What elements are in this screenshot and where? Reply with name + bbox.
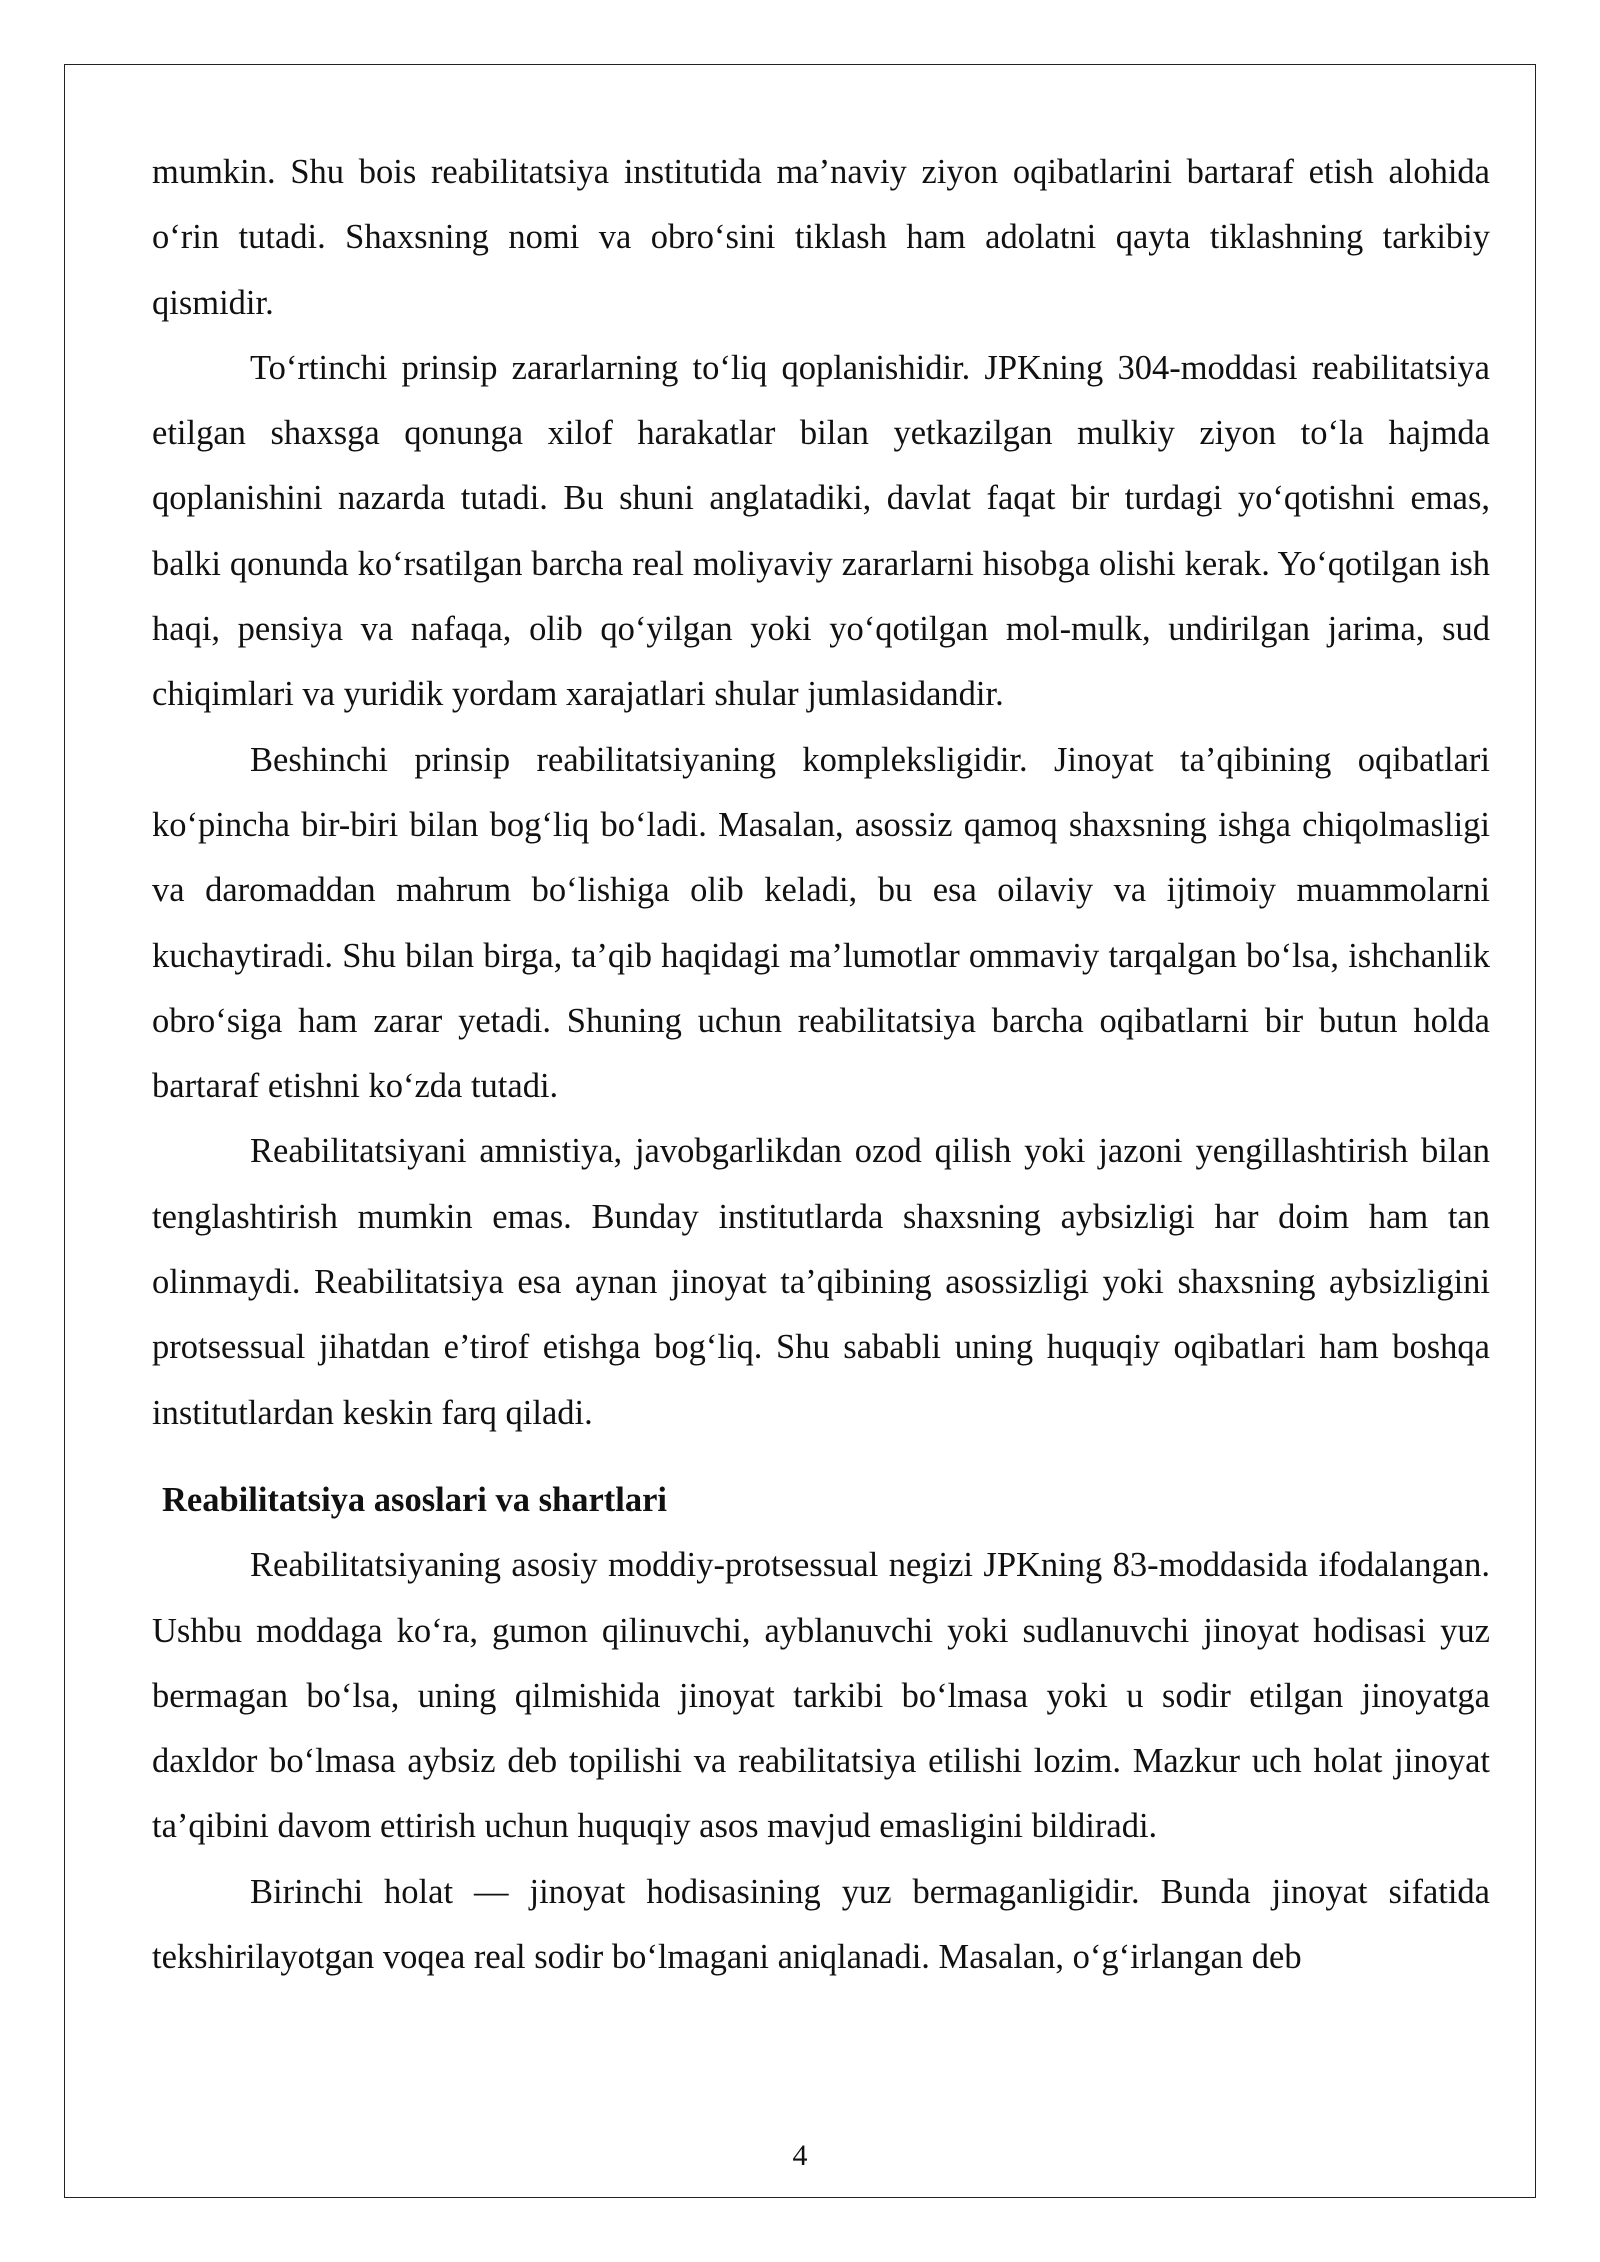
paragraph-fourth-principle: To‘rtinchi prinsip zararlarning to‘liq qoplanishidir. JPKning 304-moddasi reabilitatsiya etilgan shaxsga qonunga xilof harakatlar bilan yetkazilgan mulkiy ziyon to‘la hajmda qoplanishini nazarda tutadi. Bu shuni anglatadiki, davlat faqat bir turdagi yo‘qotishni emas, balki qonunda ko‘rsatilgan barcha real moliyaviy zararlarni hisobga olishi kerak. Yo‘qotilgan ish haqi, pensiya va nafaqa, olib qo‘yilgan yoki yo‘qotilgan mol-mulk, undirilgan jarima, sud chiqimlari va yuridik yordam xarajatlari shular jumlasidandir. [152, 348, 1490, 714]
paragraph-amnesty-comparison: Reabilitatsiyani amnistiya, javobgarlikdan ozod qilish yoki jazoni yengillashtirish bilan tenglashtirish mumkin emas. Bunday institutlarda shaxsning aybsizligi har doim ham tan olinmaydi. Reabilitatsiya esa aynan jinoyat ta’qibining asossizligi yoki shaxsning aybsizligini protsessual jihatdan e’tirof etishga bog‘liq. Shu sababli uning huquqiy oqibatlari ham boshqa institutlardan keskin farq qiladi. [152, 1132, 1490, 1432]
document-body [152, 140, 1490, 1990]
paragraph-fifth-principle: Beshinchi prinsip reabilitatsiyaning kompleksligidir. Jinoyat ta’qibining oqibatlari ko‘pincha bir-biri bilan bog‘liq bo‘ladi. Masalan, asossiz qamoq shaxsning ishga chiqolmasligi va daromaddan mahrum bo‘lishiga olib keladi, bu esa oilaviy va ijtimoiy muammolarni kuchaytiradi. Shu bilan birga, ta’qib haqidagi ma’lumotlar ommaviy tarqalgan bo‘lsa, ishchanlik obro‘siga ham zarar yetadi. Shuning uchun reabilitatsiya barcha oqibatlarni bir butun holda bartaraf etishni ko‘zda tutadi. [152, 740, 1490, 1106]
paragraph-continuation: mumkin. Shu bois reabilitatsiya institutida ma’naviy ziyon oqibatlarini bartaraf etish alohida o‘rin tutadi. Shaxsning nomi va obro‘sini tiklash ham adolatni qayta tiklashning tarkibiy qismidir. [152, 153, 1490, 322]
paragraph-legal-basis: Reabilitatsiyaning asosiy moddiy-protsessual negizi JPKning 83-moddasida ifodalangan. Ushbu moddaga ko‘ra, gumon qilinuvchi, ayblanuvchi yoki sudlanuvchi jinoyat hodisasi yuz bermagan bo‘lsa, uning qilmishida jinoyat tarkibi bo‘lmasa yoki u sodir etilgan jinoyatga daxldor bo‘lmasa aybsiz deb topilishi va reabilitatsiya etilishi lozim. Mazkur uch holat jinoyat ta’qibini davom ettirish uchun huquqiy asos mavjud emasligini bildiradi. [152, 1546, 1490, 1846]
page-number: 4 [792, 2139, 808, 2172]
paragraph-first-condition: Birinchi holat — jinoyat hodisasining yuz bermaganligidir. Bunda jinoyat sifatida tekshirilayotgan voqea real sodir bo‘lmagani aniqlanadi. Masalan, o‘g‘irlangan deb [152, 1872, 1490, 1977]
section-heading: Reabilitatsiya asoslari va shartlari [162, 1480, 668, 1519]
